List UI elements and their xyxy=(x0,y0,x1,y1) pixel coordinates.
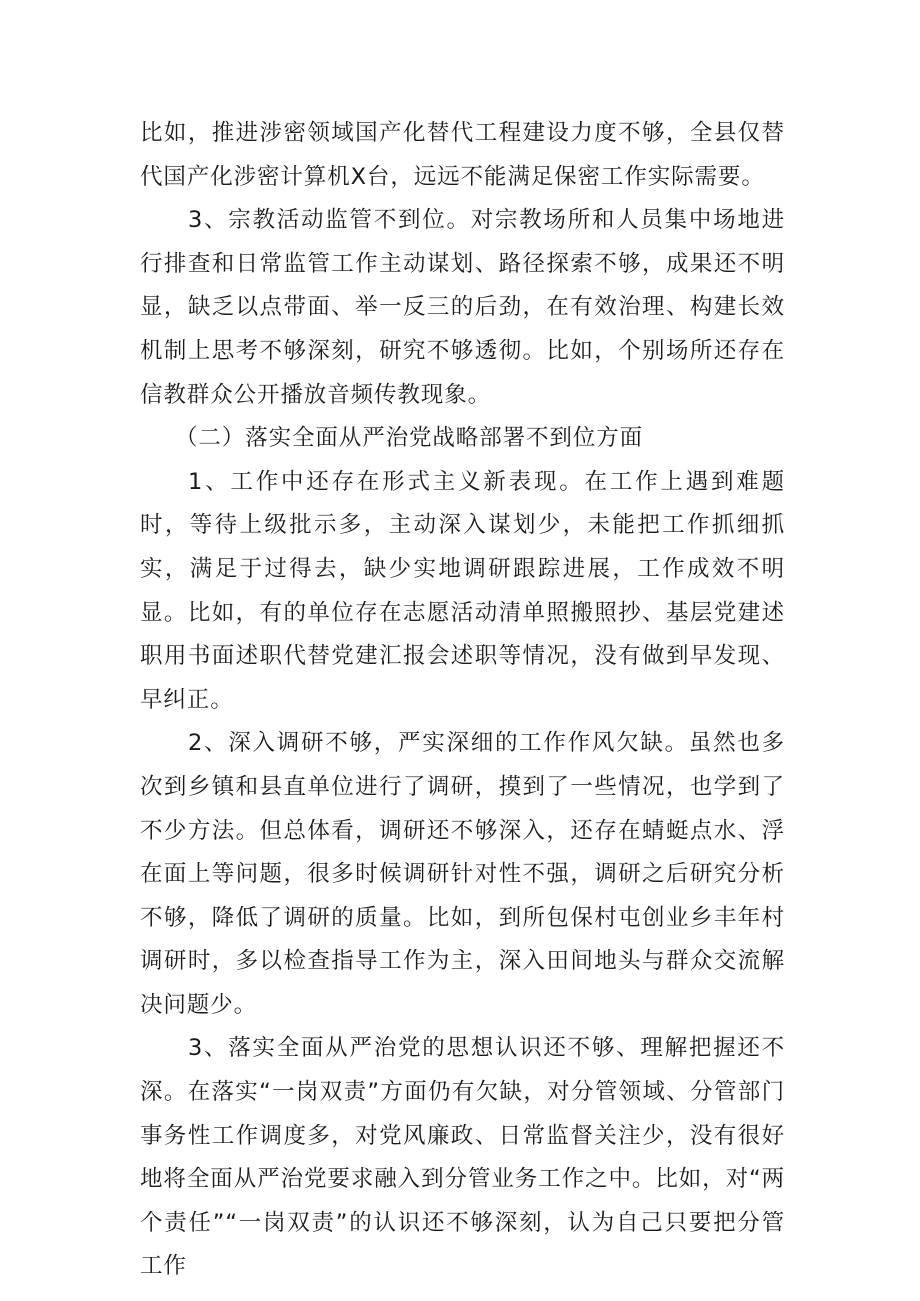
paragraph-religion-supervision: 3、宗教活动监管不到位。对宗教场所和人员集中场地进行排查和日常监管工作主动谋划、路径探索不够，成果还不明显，缺乏以点带面、举一反三的后劲，在有效治理、构建长效机制上思考不够深刻，研究不够透彻。比如，个别场所还存在信教群众公开播放音频传教现象。 xyxy=(140,207,785,408)
paragraph-continued: 比如，推进涉密领域国产化替代工程建设力度不够，全县仅替代国产化涉密计算机X台，远远不能满足保密工作实际需要。 xyxy=(140,120,785,190)
paragraph-formalism: 1、工作中还存在形式主义新表现。在工作上遇到难题时，等待上级批示多，主动深入谋划少，未能把工作抓细抓实，满足于过得去，缺少实地调研跟踪进展，工作成效不明显。比如，有的单位存在志愿活动清单照搬照抄、基层党建述职用书面述职代替党建汇报会述职等情况，没有做到早发现、早纠正。 xyxy=(140,468,785,713)
document-body xyxy=(140,112,785,1289)
paragraph-research: 2、深入调研不够，严实深细的工作作风欠缺。虽然也多次到乡镇和县直单位进行了调研，摸到了一些情况，也学到了不少方法。但总体看，调研还不够深入，还存在蜻蜓点水、浮在面上等问题，很多时候调研针对性不强，调研之后研究分析不够，降低了调研的质量。比如，到所包保村屯创业乡丰年村调研时，多以检查指导工作为主，深入田间地头与群众交流解决问题少。 xyxy=(140,730,785,1018)
section-heading: （二）落实全面从严治党战略部署不到位方面 xyxy=(175,425,644,452)
paragraph-understanding: 3、落实全面从严治党的思想认识还不够、理解把握还不深。在落实“一岗双责”方面仍有欠缺，对分管领域、分管部门事务性工作调度多，对党风廉政、日常监督关注少，没有很好地将全面从严治党要求融入到分管业务工作之中。比如，对“两个责任”“一岗双责”的认识还不够深刻，认为自己只要把分管工作 xyxy=(140,1035,785,1280)
